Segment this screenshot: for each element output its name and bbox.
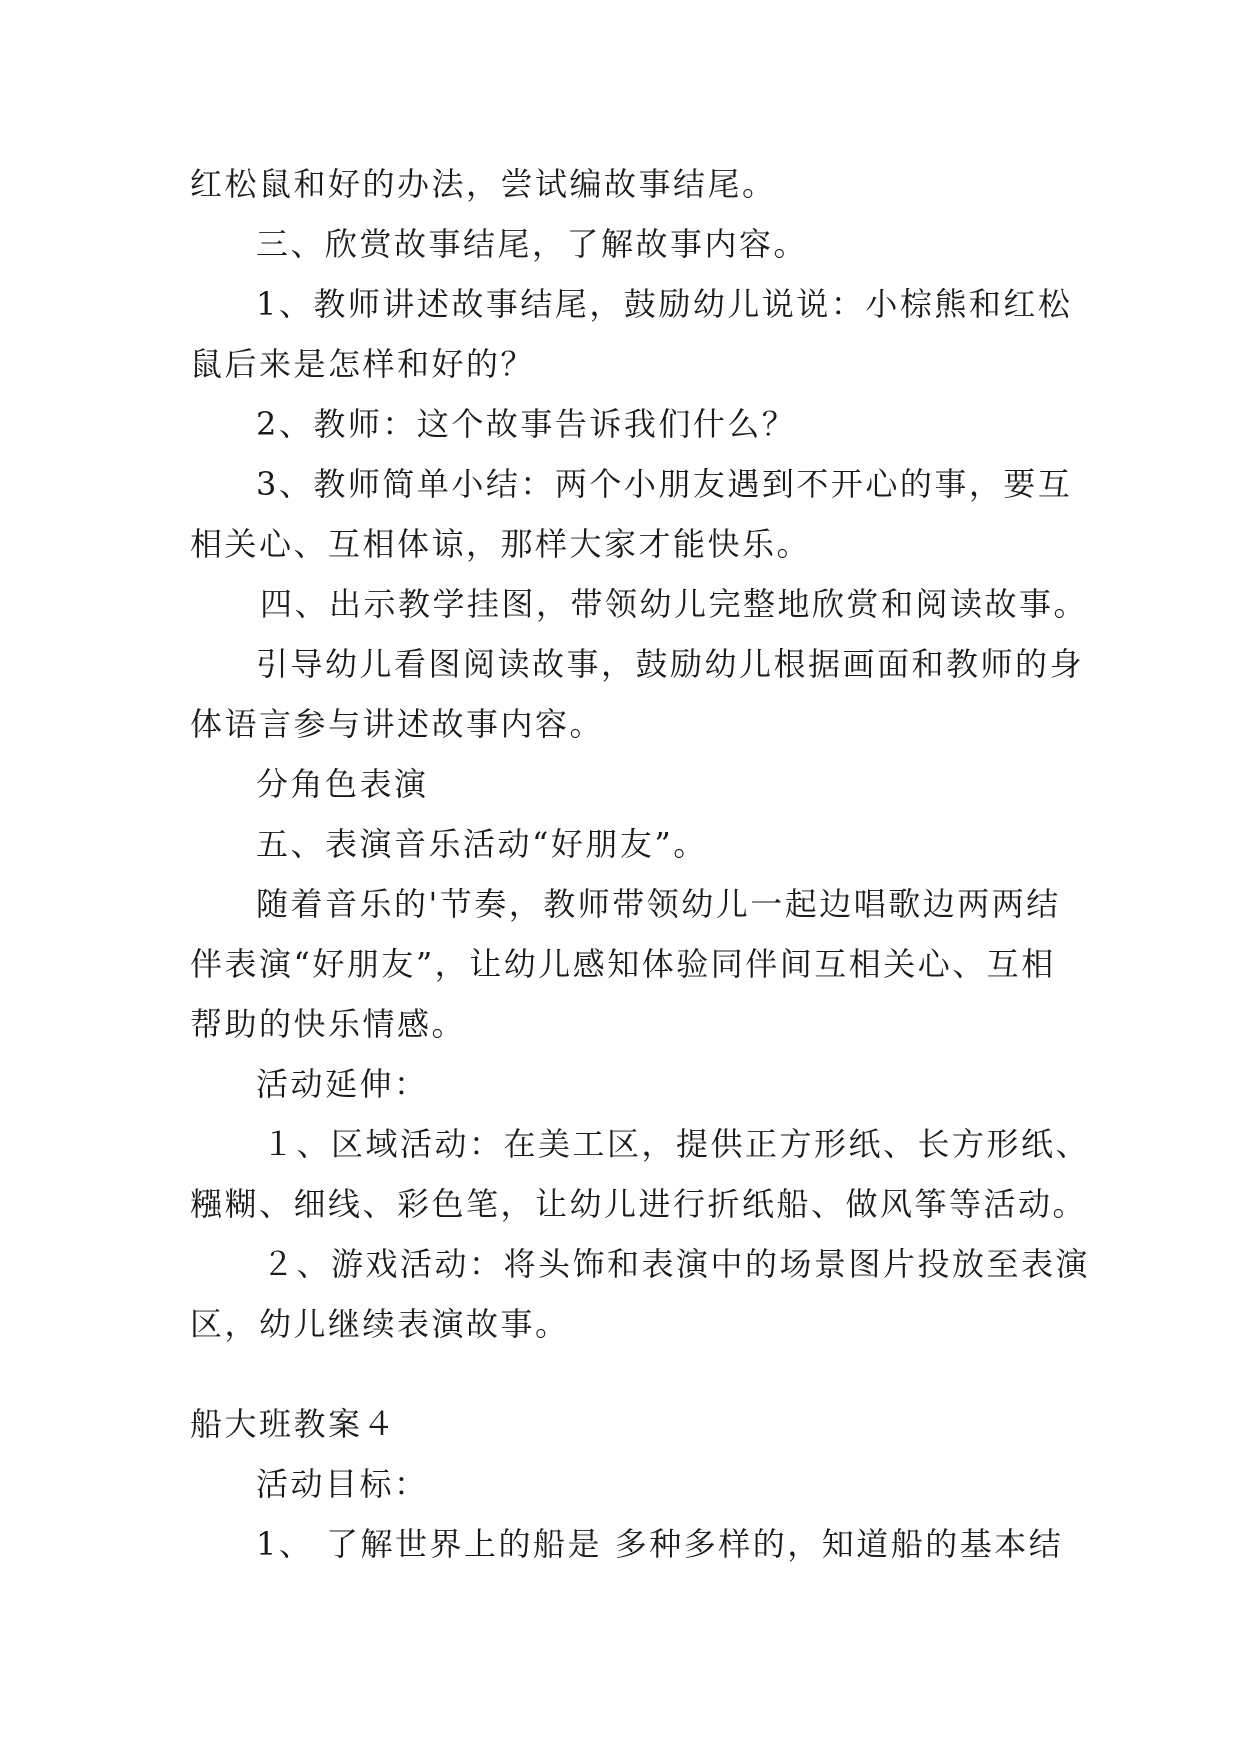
text-line: 随着音乐的'节奏，教师带领幼儿一起边唱歌边两两结 xyxy=(256,885,1061,923)
text-line: 五、表演音乐活动“好朋友”。 xyxy=(256,825,708,863)
text-line: 活动目标： xyxy=(256,1465,429,1503)
text-line: 引导幼儿看图阅读故事，鼓励幼儿根据画面和教师的身 xyxy=(256,645,1085,683)
text-line: 1、 了解世界上的船是 多种多样的，知道船的基本结 xyxy=(256,1525,1064,1563)
text-line: 四、出示教学挂图，带领幼儿完整地欣赏和阅读故事。 xyxy=(260,585,1089,623)
text-line: 三、欣赏故事结尾，了解故事内容。 xyxy=(256,225,809,263)
text-line: 区，幼儿继续表演故事。 xyxy=(190,1305,570,1343)
text-line: 3、教师简单小结：两个小朋友遇到不开心的事，要互 xyxy=(256,465,1073,503)
text-line: 相关心、互相体谅，那样大家才能快乐。 xyxy=(190,525,812,563)
text-line: ２、游戏活动：将头饰和表演中的场景图片投放至表演 xyxy=(262,1245,1091,1283)
text-line: １、区域活动：在美工区，提供正方形纸、长方形纸、 xyxy=(262,1125,1091,1163)
text-line: 活动延伸： xyxy=(256,1065,429,1103)
text-line: 1、教师讲述故事结尾，鼓励幼儿说说：小棕熊和红松 xyxy=(256,285,1073,323)
text-line: 体语言参与讲述故事内容。 xyxy=(190,705,605,743)
text-line: 帮助的快乐情感。 xyxy=(190,1005,467,1043)
section-heading: 船大班教案４ xyxy=(190,1405,398,1443)
text-line: 糨糊、细线、彩色笔，让幼儿进行折纸船、做风筝等活动。 xyxy=(190,1185,1088,1223)
text-line: 鼠后来是怎样和好的？ xyxy=(190,345,536,383)
text-line: 伴表演“好朋友”，让幼儿感知体验同伴间互相关心、互相 xyxy=(190,945,1056,983)
text-line: 2、教师：这个故事告诉我们什么？ xyxy=(256,405,797,443)
text-line: 分角色表演 xyxy=(256,765,429,803)
text-line: 红松鼠和好的办法，尝试编故事结尾。 xyxy=(190,165,777,203)
